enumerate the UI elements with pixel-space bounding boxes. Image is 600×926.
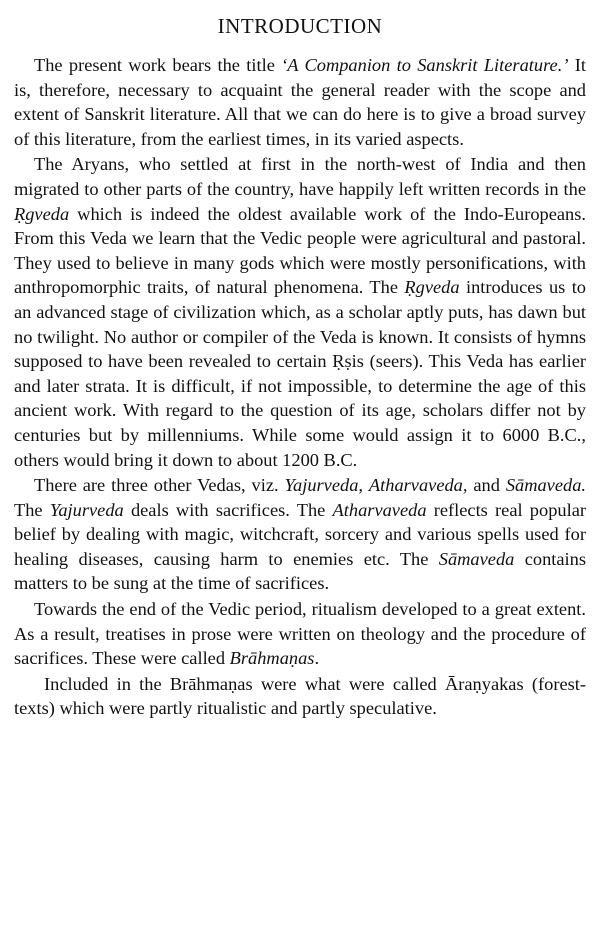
text-run: There are three other Vedas, viz.: [34, 475, 285, 496]
text-run: .: [314, 648, 320, 669]
italic-term: Ṛgveda: [14, 203, 70, 224]
italic-term: Yajurveda: [49, 499, 124, 520]
text-run: The Aryans, who settled at first in the north-west of India and then migrated to other parts of the country, have happily left written records in the: [14, 154, 586, 199]
paragraph-1: [14, 53, 586, 151]
text-run: and: [467, 475, 506, 496]
paragraph-2: [14, 152, 586, 472]
page-title: INTRODUCTION: [217, 14, 383, 38]
body-text: [14, 53, 586, 721]
italic-term: Yajurveda,: [284, 475, 363, 496]
italic-term: Atharvaveda: [332, 499, 427, 520]
text-run: introduces us to an advanced stage of civilization which, as a scholar aptly puts, has dawn but no twilight. No author or compiler of the Veda is known. It consists of hymns supposed to have been revealed to certain Ṛṣis (seers). This Veda has earlier and later strata. It is difficult, if not impossible, to determine the age of this ancient work. With regard to the question of its age, scholars differ not by centuries but by millenniums. While some would assign it to 6000 B.C., others would bring it down to about 1200 B.C.: [14, 277, 587, 470]
italic-term: ‘A Companion to Sanskrit Literature.’: [281, 55, 569, 75]
text-run: which is indeed the oldest available work of the Indo-Europeans. From this Veda we learn that the Vedic people were agricultural and pastoral. They used to believe in many gods which were mostly personifications, with anthropomorphic traits, of natural phenomena. The: [14, 203, 586, 298]
paragraph-3: [14, 473, 586, 596]
text-run: reflects real popular belief by dealing with magic, witchcraft, sorcery and various spells used for healing diseases, causing harm to enemies etc. The: [14, 499, 586, 569]
italic-term: Atharvaveda,: [368, 475, 468, 496]
text-run: Towards the end of the Vedic period, ritualism developed to a great extent. As a result, treatises in prose were written on theology and the procedure of sacrifices. These were called: [14, 599, 586, 669]
italic-term: Brāhmaṇas: [229, 648, 315, 669]
text-run: The: [14, 499, 50, 520]
text-run: contains matters to be sung at the time of sacrifices.: [14, 548, 586, 594]
italic-term: Ṛgveda: [404, 277, 460, 298]
text-run: The present work bears the title: [34, 55, 282, 75]
italic-term: Sāmaveda: [438, 548, 515, 569]
text-run: It is, therefore, necessary to acquaint the general reader with the scope and extent of Sanskrit literature. All that we can do here is to give a broad survey of this literature, from the earliest times, in its varied aspects.: [14, 55, 586, 149]
italic-term: Sāmaveda.: [505, 475, 586, 496]
paragraph-5: [14, 672, 586, 721]
text-run: Included in the Brāhmaṇas were what were called Āraṇyakas (forest-texts) which were partly ritualistic and partly speculative.: [14, 673, 586, 719]
text-run: deals with sacrifices. The: [123, 499, 333, 520]
paragraph-4: [14, 597, 586, 671]
